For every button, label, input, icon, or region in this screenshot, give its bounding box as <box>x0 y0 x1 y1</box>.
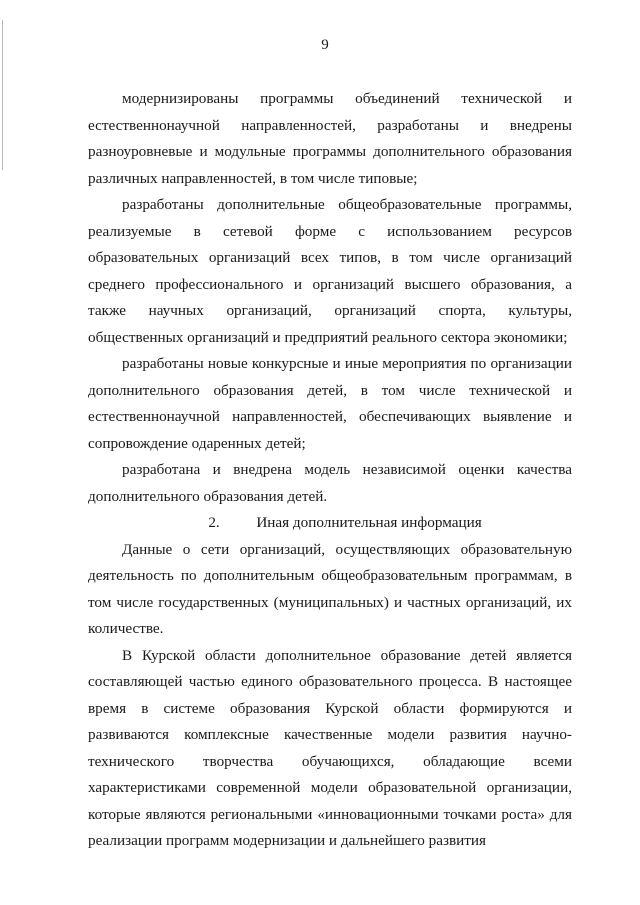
paragraph-network-data: Данные о сети организаций, осуществляющих образовательную деятельность по дополнительным общеобразовательным программам, в том числе государственных (муниципальных) и частных организаций, их количестве. <box>88 540 572 637</box>
page-number: 9 <box>321 37 329 53</box>
paragraph-network-programs: разработаны дополнительные общеобразовательные программы, реализуемые в сетевой форме с использованием ресурсов образовательных организаций всех типов, в том числе организаций среднего профессионального и организаций высшего образования, а также научных организаций, организаций спорта, культуры, общественных организаций и предприятий реального сектора экономики; <box>88 196 572 346</box>
section-title: Иная дополнительная информация <box>256 514 482 531</box>
paragraph-modernized-programs: модернизированы программы объединений технической и естественнонаучной направленностей, разработаны и внедрены разноуровневые и модульные программы дополнительного образования различных направленностей, в том числе типовые; <box>88 90 572 187</box>
section-number: 2. <box>208 514 220 531</box>
document-body <box>88 86 572 855</box>
paragraph-kursk-region: В Курской области дополнительное образование детей является составляющей частью единого образовательного процесса. В настоящее время в системе образования Курской области формируются и развиваются комплексные качественные модели развития научно-технического творчества обучающихся, обладающие всеми характеристиками современной модели образовательной организации, которые являются региональными «инновационными точками роста» для реализации программ модернизации и дальнейшего развития <box>88 646 572 849</box>
paragraph-competitive-events: разработаны новые конкурсные и иные мероприятия по организации дополнительного образования детей, в том числе технической и естественнонаучной направленностей, обеспечивающих выявление и сопровождение одаренных детей; <box>88 355 572 452</box>
paragraph-quality-assessment: разработана и внедрена модель независимой оценки качества дополнительного образования детей. <box>88 461 572 505</box>
section-heading <box>88 510 572 537</box>
